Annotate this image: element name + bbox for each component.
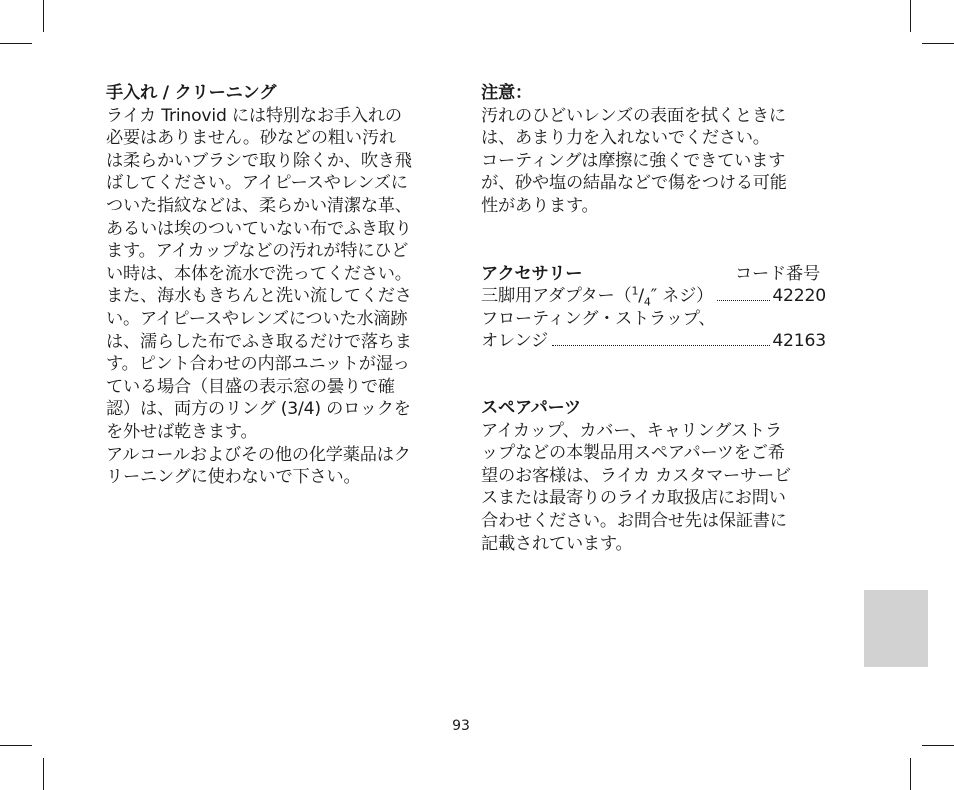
tripod-prefix: 三脚用アダプター（ bbox=[481, 286, 632, 307]
cleaning-line: を外せば乾きます。 bbox=[106, 421, 258, 442]
right-column bbox=[481, 82, 826, 555]
cleaning-heading: 手入れ / クリーニング bbox=[106, 83, 277, 103]
crop-mark-top-right-v bbox=[910, 0, 911, 32]
cleaning-line: リーニングに使わないで下さい。 bbox=[106, 467, 361, 488]
caution-line: 汚れのひどいレンズの表面を拭くときに bbox=[481, 105, 786, 126]
cleaning-line: は柔らかいブラシで取り除くか、吹き飛 bbox=[106, 150, 412, 171]
crop-mark-bottom-left-v bbox=[43, 758, 44, 790]
cleaning-line: ます。アイカップなどの汚れが特にひど bbox=[106, 241, 409, 262]
cleaning-line: ばしてください。アイピースやレンズに bbox=[106, 173, 408, 194]
spare-parts-line: アイカップ、カバー、キャリングストラ bbox=[481, 420, 782, 441]
spare-parts-line: 記載されています。 bbox=[481, 533, 633, 554]
tripod-adapter-code: 42220 bbox=[772, 286, 826, 307]
cleaning-line: ついた指紋などは、柔らかい清潔な革、 bbox=[106, 195, 412, 216]
cleaning-line: ている場合（目盛の表示窓の曇りで確 bbox=[106, 376, 395, 397]
accessories-heading: アクセサリー bbox=[481, 263, 583, 284]
caution-line: が、砂や塩の結晶などで傷をつける可能 bbox=[481, 173, 787, 194]
spare-parts-line: 合わせください。お問合せ先は保証書に bbox=[481, 510, 787, 531]
spare-parts-section bbox=[481, 397, 826, 555]
accessories-header bbox=[481, 263, 826, 286]
cleaning-line: い時は、本体を流水で洗ってください。 bbox=[106, 263, 412, 284]
caution-line: コーティングは摩擦に強くできています bbox=[481, 150, 786, 171]
strap-row bbox=[481, 330, 826, 353]
crop-mark-bottom-right-h bbox=[922, 745, 954, 746]
cleaning-line: アルコールおよびその他の化学薬品はク bbox=[106, 444, 411, 465]
crop-mark-bottom-right-v bbox=[910, 758, 911, 790]
code-number-label: コード番号 bbox=[735, 263, 820, 284]
spare-parts-line: 望のお客様は、ライカ カスタマーサービ bbox=[481, 465, 792, 486]
tripod-adapter-label bbox=[481, 285, 713, 308]
spare-parts-line: スまたは最寄りのライカ取扱店にお問い bbox=[481, 488, 786, 509]
crop-mark-top-left-v bbox=[43, 0, 44, 32]
fraction-denominator: 4 bbox=[643, 295, 651, 309]
cleaning-line: は、濡らした布でふき取るだけで落ちま bbox=[106, 331, 412, 352]
crop-mark-bottom-left-h bbox=[0, 745, 32, 746]
caution-section bbox=[481, 82, 826, 218]
fraction-numerator: 1 bbox=[631, 284, 639, 298]
dot-leader bbox=[552, 344, 770, 346]
cleaning-line: あるいは埃のついていない布でふき取り bbox=[106, 218, 412, 239]
cleaning-line: 必要はありません。砂などの粗い汚れ bbox=[106, 128, 396, 149]
strap-label-line1: フローティング・ストラップ、 bbox=[481, 308, 716, 329]
cleaning-line: ライカ Trinovid には特別なお手入れの bbox=[106, 105, 402, 126]
section-tab-marker bbox=[864, 590, 928, 667]
tripod-suffix: ″ ネジ） bbox=[650, 286, 714, 307]
caution-heading: 注意： bbox=[481, 83, 532, 103]
crop-mark-top-right-h bbox=[922, 43, 954, 44]
cleaning-line: 認）は、両方のリング (3/4) のロックを bbox=[106, 399, 411, 420]
spare-parts-line: ップなどの本製品用スペアパーツをご希 bbox=[481, 443, 785, 464]
cleaning-line: い。アイピースやレンズについた水滴跡 bbox=[106, 308, 408, 329]
cleaning-line: す。ピント合わせの内部ユニットが湿っ bbox=[106, 354, 410, 375]
strap-label-line2: オレンジ bbox=[481, 331, 549, 352]
cleaning-line: また、海水もきちんと洗い流してくださ bbox=[106, 286, 412, 307]
crop-mark-top-left-h bbox=[0, 43, 32, 44]
caution-line: は、あまり力を入れないでください。 bbox=[481, 128, 770, 149]
cleaning-section bbox=[106, 82, 446, 489]
cleaning-body bbox=[106, 105, 446, 489]
caution-line: 性があります。 bbox=[481, 195, 599, 216]
tripod-fraction bbox=[631, 284, 651, 309]
dot-leader bbox=[717, 299, 770, 301]
page-number: 93 bbox=[452, 718, 470, 734]
fraction-slash: / bbox=[638, 286, 644, 307]
spare-parts-heading: スペアパーツ bbox=[481, 397, 581, 418]
tripod-adapter-row bbox=[481, 285, 826, 308]
accessories-section bbox=[481, 263, 826, 353]
strap-code: 42163 bbox=[772, 331, 826, 352]
